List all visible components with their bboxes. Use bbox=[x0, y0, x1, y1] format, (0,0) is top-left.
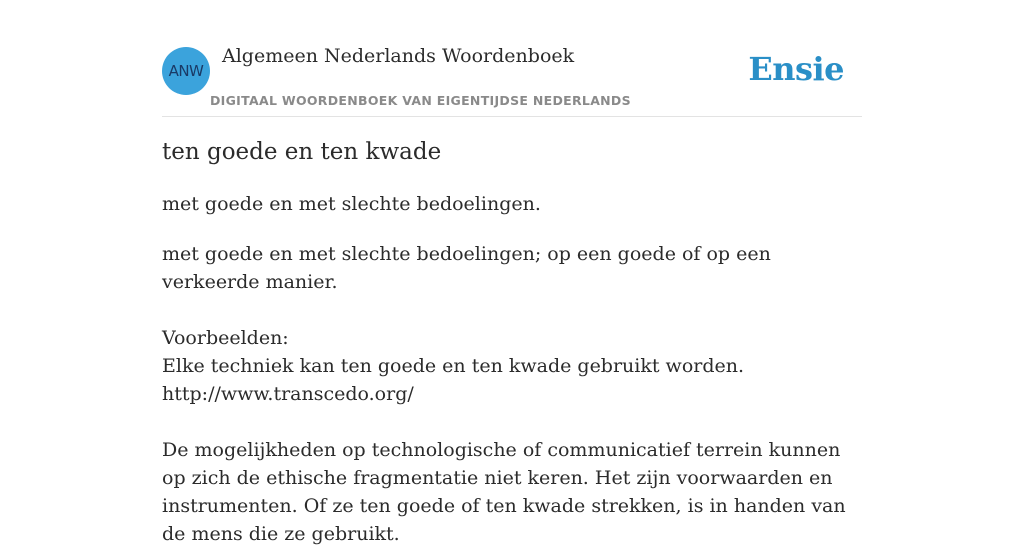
anw-logo[interactable]: ANW bbox=[162, 47, 210, 95]
site-header bbox=[162, 0, 862, 117]
example-paragraph: De mogelijkheden op technologische of communicatief terrein kunnen op zich de ethische fragmentatie niet keren. Het zijn voorwaarden en instrumenten. Of ze ten goede of ten kwade strekken, is in handen van de mens die ze gebruikt. bbox=[162, 439, 846, 545]
spacer bbox=[162, 296, 862, 324]
entry-definition: met goede en met slechte bedoelingen; op een goede of op een verkeerde manier. bbox=[162, 243, 771, 293]
ensie-brand-logo[interactable]: Ensie bbox=[748, 50, 844, 88]
entry-title: ten goede en ten kwade bbox=[162, 139, 442, 165]
page-content bbox=[162, 0, 862, 545]
entry-body bbox=[162, 240, 862, 548]
entry-summary: met goede en met slechte bedoelingen. bbox=[162, 193, 541, 215]
site-title[interactable]: Algemeen Nederlands Woordenboek bbox=[222, 45, 575, 67]
example-source-link[interactable]: http://www.transcedo.org/ bbox=[162, 383, 414, 405]
example-sentence: Elke techniek kan ten goede en ten kwade gebruikt worden. bbox=[162, 355, 745, 377]
site-subtitle: DIGITAAL WOORDENBOEK VAN EIGENTIJDSE NEDERLANDS bbox=[210, 93, 631, 108]
examples-label: Voorbeelden: bbox=[162, 327, 289, 349]
spacer bbox=[162, 408, 862, 436]
